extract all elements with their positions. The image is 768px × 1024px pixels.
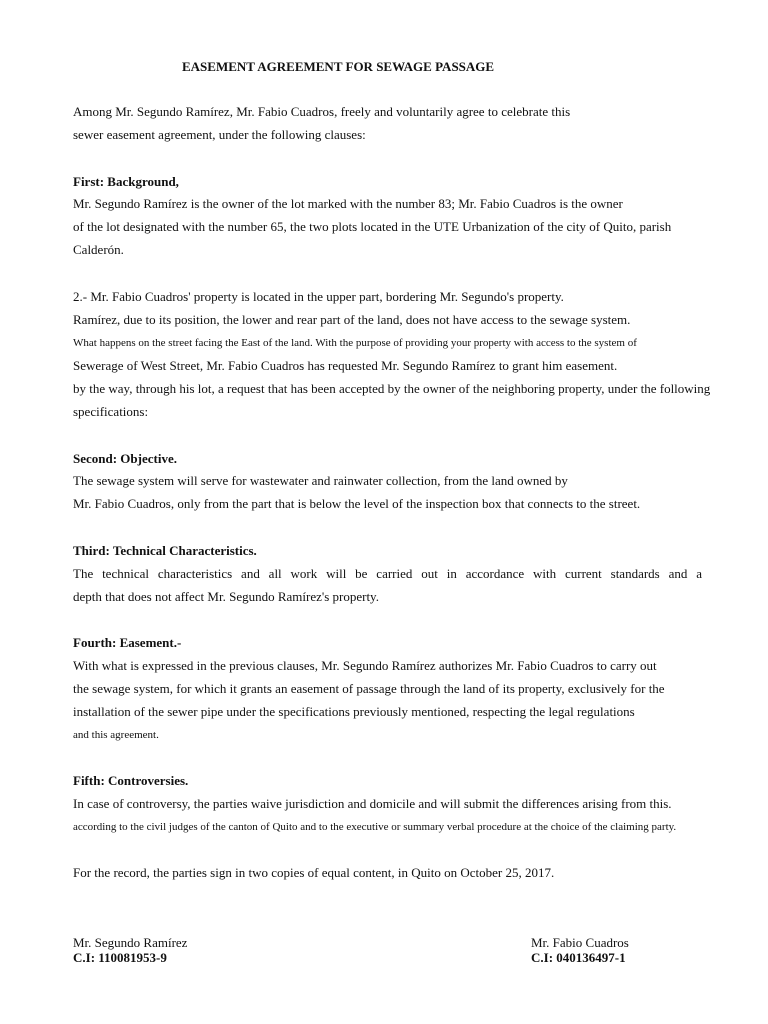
fourth-line-4: and this agreement. — [73, 729, 159, 741]
first-heading: First: Background, — [73, 174, 179, 189]
fourth-line-3: installation of the sewer pipe under the specifications previously mentioned, respecting the legal regulations — [73, 704, 635, 719]
first-line-1: Mr. Segundo Ramírez is the owner of the lot marked with the number 83; Mr. Fabio Cuadros is the owner — [73, 196, 623, 211]
signature-right-name: Mr. Fabio Cuadros — [531, 935, 629, 950]
second-heading: Second: Objective. — [73, 451, 177, 466]
intro-line-1: Among Mr. Segundo Ramírez, Mr. Fabio Cuadros, freely and voluntarily agree to celebrate this — [73, 104, 571, 119]
fourth-heading: Fourth: Easement.- — [73, 635, 182, 650]
signature-left-name: Mr. Segundo Ramírez — [73, 935, 188, 950]
part2-line-6: specifications: — [73, 404, 149, 419]
part2-line-2: Ramírez, due to its position, the lower and rear part of the land, does not have access to the sewage system. — [73, 312, 631, 327]
fifth-heading: Fifth: Controversies. — [73, 773, 189, 788]
third-line-2: depth that does not affect Mr. Segundo Ramírez's property. — [73, 589, 379, 604]
fourth-line-1: With what is expressed in the previous clauses, Mr. Segundo Ramírez authorizes Mr. Fabio Cuadros to carry out — [73, 658, 657, 673]
part2-line-3: What happens on the street facing the East of the land. With the purpose of providing your property with access to the system of — [73, 337, 637, 349]
fifth-line-1: In case of controversy, the parties waive jurisdiction and domicile and will submit the differences arising from this. — [73, 796, 672, 811]
part2-line-1: 2.- Mr. Fabio Cuadros' property is located in the upper part, bordering Mr. Segundo's property. — [73, 289, 564, 304]
document-title: EASEMENT AGREEMENT FOR SEWAGE PASSAGE — [182, 59, 495, 74]
first-line-3: Calderón. — [73, 242, 124, 257]
closing-statement: For the record, the parties sign in two copies of equal content, in Quito on October 25, 2017. — [73, 865, 555, 880]
intro-line-2: sewer easement agreement, under the following clauses: — [73, 127, 366, 142]
part2-line-4: Sewerage of West Street, Mr. Fabio Cuadros has requested Mr. Segundo Ramírez to grant him easement. — [73, 358, 618, 373]
second-line-2: Mr. Fabio Cuadros, only from the part that is below the level of the inspection box that connects to the street. — [73, 496, 641, 511]
signature-left-id: C.I: 110081953-9 — [73, 950, 167, 965]
second-line-1: The sewage system will serve for wastewater and rainwater collection, from the land owned by — [73, 473, 568, 488]
first-line-2: of the lot designated with the number 65, the two plots located in the UTE Urbanization of the city of Quito, parish — [73, 219, 672, 234]
signature-right-id: C.I: 040136497-1 — [531, 950, 626, 965]
fifth-line-2: according to the civil judges of the canton of Quito and to the executive or summary verbal procedure at the choice of the claiming party. — [73, 821, 677, 833]
part2-line-5: by the way, through his lot, a request that has been accepted by the owner of the neighboring property, under the following — [73, 381, 711, 396]
third-line-1: The technical characteristics and all work will be carried out in accordance with current standards and a — [73, 566, 702, 581]
fourth-line-2: the sewage system, for which it grants an easement of passage through the land of its property, exclusively for the — [73, 681, 665, 696]
third-heading: Third: Technical Characteristics. — [73, 543, 257, 558]
